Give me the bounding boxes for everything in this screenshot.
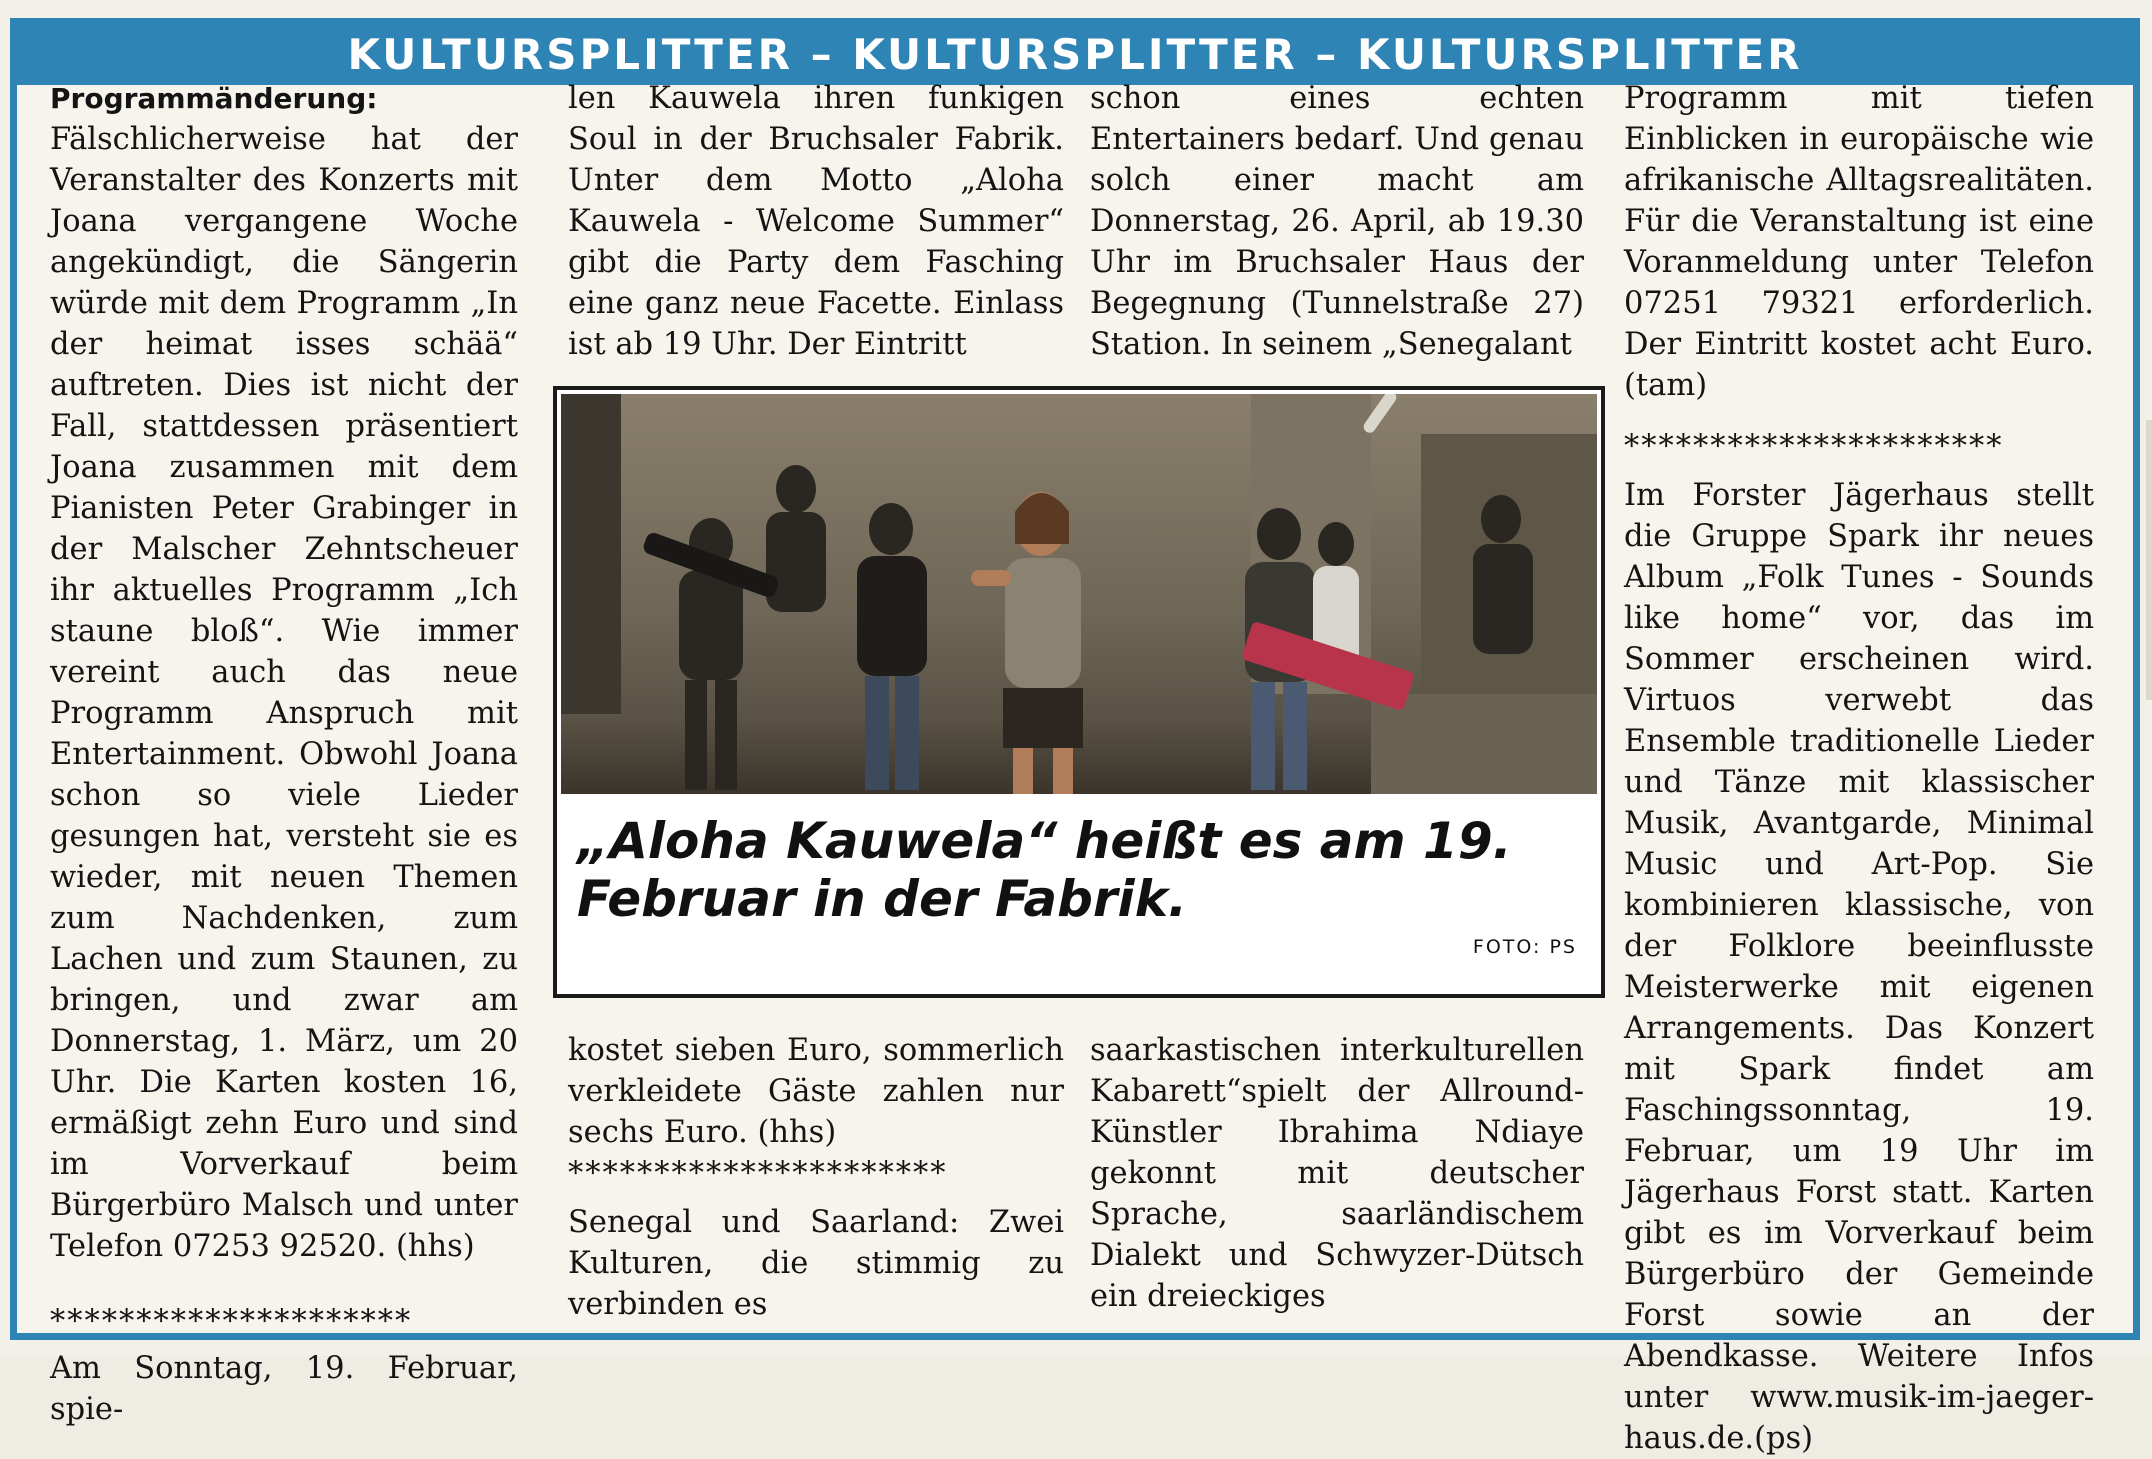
photo-box — [553, 386, 1605, 998]
article-lead: Programmänderung: — [50, 82, 378, 115]
band-photo — [561, 394, 1597, 794]
article-kauwela-end: kostet sieben Euro, sommerlich verkleidete Gäste zahlen nur sechs Euro. (hhs) — [568, 1033, 1064, 1150]
article-ndiaye-end: Programm mit tiefen Einblicken in europäische wie afrikanische Alltagsrealitäten. Für die Veranstaltung ist eine Voranmeldung unter Telefon 07251 79321 erforderlich. Der Eintritt kostet acht Euro. (tam) — [1624, 81, 2094, 403]
article-body: Fälschlicherweise hat der Veranstalter des Konzerts mit Joana vergangene Woche angekündigt, die Sängerin würde mit dem Programm „In der heimat isses schää“ auftreten. Dies ist nicht der Fall, stattdessen präsentiert Joana zusammen mit dem Pianisten Peter Grabinger in der Malscher Zehntscheuer ihr aktuelles Programm „Ich staune bloß“. Wie immer vereint auch das neue Programm Anspruch mit Entertainment. Obwohl Joana schon so viele Lieder gesungen hat, versteht sie es wieder, mit neuen Themen zum Nachdenken, zum Lachen und zum Staunen, zu bringen, und zwar am Donnerstag, 1. März, um 20 Uhr. Die Karten kosten 16, ermäßigt zehn Euro und sind im Vorverkauf beim Bürgerbüro Malsch und unter Telefon 07253 92520. (hhs) — [50, 122, 518, 1264]
column-2-bottom — [568, 1030, 1064, 1325]
separator-stars: ********************* — [50, 1304, 413, 1339]
photo-caption: „Aloha Kauwela“ heißt es am 19. Februar in der Fabrik. — [577, 812, 1512, 928]
band-photo-illustration — [561, 394, 1597, 794]
separator-stars: ********************** — [1624, 429, 2004, 464]
edge-remnant — [2146, 420, 2152, 700]
column-2-top — [568, 78, 1064, 365]
article-ndiaye-start: schon eines echten Entertainers bedarf. Und genau solch einer macht am Donnerstag, 26. April, ab 19.30 Uhr im Bruchsaler Haus der Begegnung (Tunnelstraße 27) Station. In seinem „Senegalant — [1090, 81, 1584, 362]
section-banner: KULTURSPLITTER – KULTURSPLITTER – KULTURSPLITTER — [17, 25, 2133, 85]
column-3-bottom — [1090, 1030, 1584, 1317]
article-ndiaye-mid: saarkastischen interkulturellen Kabarett“spielt der Allround-Künstler Ibrahima Ndiaye gekonnt mit deutscher Sprache, saarländischem Dialekt und Schwyzer-Dütsch ein dreieckiges — [1090, 1033, 1584, 1314]
column-1 — [50, 78, 518, 1430]
article-joana — [50, 78, 518, 1267]
photo-credit: FOTO: PS — [1472, 936, 1577, 958]
article-ndiaye-intro: Senegal und Saarland: Zwei Kulturen, die stimmig zu verbinden es — [568, 1205, 1064, 1322]
column-4 — [1624, 78, 2094, 1459]
column-3-top — [1090, 78, 1584, 365]
article-kauwela-cont: len Kauwela ihren funkigen Soul in der Bruchsaler Fabrik. Unter dem Motto „Aloha Kauwela - Welcome Summer“ gibt die Party dem Fasching eine ganz neue Facette. Einlass ist ab 19 Uhr. Der Eintritt — [568, 81, 1064, 362]
article-spark: Im Forster Jägerhaus stellt die Gruppe Spark ihr neues Album „Folk Tunes - Sounds like home“ vor, das im Sommer erscheinen wird. Virtuos verwebt das Ensemble traditionelle Lieder und Tänze mit klassischer Musik, Avantgarde, Minimal Music und Art-Pop. Sie kombinieren klassische, von der Folklore beeinflusste Meisterwerke mit eigenen Arrangements. Das Konzert mit Spark findet am Faschingssonntag, 19. Februar, um 19 Uhr im Jägerhaus Forst statt. Karten gibt es im Vorverkauf beim Bürgerbüro der Gemeinde Forst sowie an der Abendkasse. Weitere Infos unter www.musik-im-jaeger-haus.de.(ps) — [1624, 478, 2094, 1456]
separator-stars: ********************** — [568, 1156, 948, 1191]
article-kauwela-start: Am Sonntag, 19. Februar, spie- — [50, 1351, 518, 1427]
